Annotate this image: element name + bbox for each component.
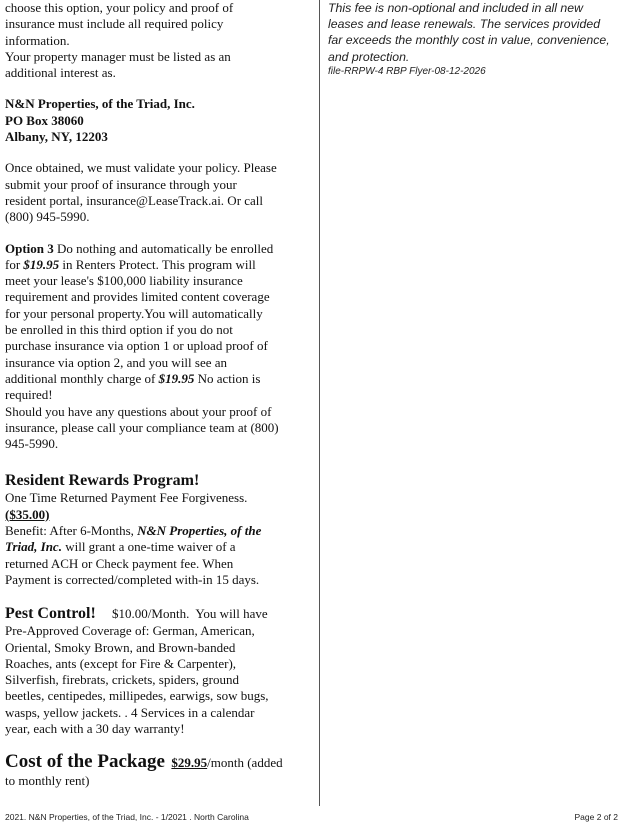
- text-line: to monthly rent): [5, 773, 90, 789]
- text-line: year, each with a 30 day warranty!: [5, 720, 185, 736]
- text-line: leases and lease renewals. The services provided: [328, 17, 601, 32]
- text-line: submit your proof of insurance through your: [5, 176, 237, 192]
- text-line: for your personal property.You will automatically: [5, 305, 263, 321]
- text-line: Roaches, ants (except for Fire & Carpenter),: [5, 655, 237, 671]
- text-line: information.: [5, 32, 70, 48]
- text-line: insurance must include all required policy: [5, 16, 224, 32]
- text-line: insurance via option 2, and you will see an: [5, 354, 228, 370]
- pest-control-heading: Pest Control!: [5, 605, 96, 623]
- text-line: [5, 751, 305, 773]
- text-line: requirement and provides limited content coverage: [5, 289, 270, 305]
- option-3-label: Option 3: [5, 240, 54, 256]
- rewards-heading: Resident Rewards Program!: [5, 472, 200, 490]
- text-line: Pre-Approved Coverage of: German, American,: [5, 623, 255, 639]
- text-line: be enrolled in this third option if you do not: [5, 322, 233, 338]
- rewards-section: [5, 471, 305, 588]
- validate-paragraph: [5, 160, 305, 225]
- column-divider: [319, 0, 320, 806]
- right-column: [328, 0, 618, 79]
- pest-control-price: $10.00/Month. You will have: [95, 606, 268, 622]
- text-span: No action is: [194, 370, 261, 386]
- text-line: beetles, centipedes, millipedes, earwigs, sow bugs,: [5, 688, 269, 704]
- text-line: required!: [5, 387, 53, 403]
- text-line: [5, 523, 305, 539]
- text-line: [5, 257, 305, 273]
- text-line: Your property manager must be listed as an: [5, 48, 231, 64]
- text-line: (800) 945-5990.: [5, 209, 90, 225]
- text-line: meet your lease's $100,000 liability insurance: [5, 273, 243, 289]
- left-column: [5, 0, 305, 790]
- address-line: PO Box 38060: [5, 112, 84, 128]
- text-line: choose this option, your policy and proof of: [5, 0, 234, 15]
- page-footer: [5, 812, 618, 826]
- text-line: [5, 539, 305, 555]
- option-3-paragraph: [5, 241, 305, 453]
- mailing-address: [5, 96, 305, 145]
- address-line: N&N Properties, of the Triad, Inc.: [5, 96, 195, 112]
- text-line: This fee is non-optional and included in all new: [328, 1, 583, 15]
- text-line: [5, 371, 305, 387]
- file-tag: file-RRPW-4 RBP Flyer-08-12-2026: [328, 65, 486, 77]
- text-line: [5, 604, 305, 623]
- address-line: Albany, NY, 12203: [5, 129, 108, 145]
- text-line: Payment is corrected/completed with-in 15 days.: [5, 571, 260, 587]
- company-name: N&N Properties, of the: [137, 523, 262, 539]
- pest-control-section: [5, 604, 305, 737]
- text-span: for: [5, 256, 24, 272]
- text-line: resident portal, insurance@LeaseTrack.ai. Or call: [5, 192, 264, 208]
- text-span: /month (added: [207, 755, 283, 771]
- text-span: Benefit: After 6-Months,: [5, 523, 138, 539]
- text-line: [5, 241, 305, 257]
- text-line: far exceeds the monthly cost in value, convenience,: [328, 33, 610, 48]
- text-line: One Time Returned Payment Fee Forgiveness.: [5, 490, 248, 506]
- option-3-amount: $19.95: [23, 256, 60, 272]
- package-cost-section: [5, 751, 305, 789]
- text-line: purchase insurance via option 1 or upload proof of: [5, 338, 268, 354]
- page-number: Page 2 of 2: [574, 812, 618, 822]
- monthly-charge-amount: $19.95: [158, 370, 195, 386]
- text-line: Oriental, Smoky Brown, and Brown-banded: [5, 639, 236, 655]
- text-span: additional monthly charge of: [5, 370, 159, 386]
- text-span: Do nothing and automatically be enrolled: [53, 240, 274, 256]
- text-line: 945-5990.: [5, 436, 59, 452]
- footer-copyright: 2021. N&N Properties, of the Triad, Inc. - 1/2021 . North Carolina: [5, 812, 249, 822]
- text-line: Silverfish, firebrats, crickets, spiders, ground: [5, 672, 239, 688]
- intro-paragraph: [5, 0, 305, 81]
- returned-payment-fee: ($35.00): [5, 506, 50, 522]
- text-line: and protection.: [328, 49, 410, 64]
- text-line: Once obtained, we must validate your policy. Please: [5, 160, 277, 176]
- text-line: returned ACH or Check payment fee. When: [5, 555, 234, 571]
- text-span: in Renters Protect. This program will: [59, 256, 256, 272]
- package-cost-heading: Cost of the Package: [5, 751, 165, 773]
- text-line: insurance, please call your compliance team at (800): [5, 419, 279, 435]
- text-line: wasps, yellow jackets. . 4 Services in a calendar: [5, 704, 255, 720]
- package-price: $29.95: [171, 755, 208, 771]
- text-line: additional interest as.: [5, 65, 116, 81]
- text-line: Should you have any questions about your proof of: [5, 403, 272, 419]
- text-span: will grant a one-time waiver of a: [61, 539, 236, 555]
- company-name: Triad, Inc.: [5, 539, 62, 555]
